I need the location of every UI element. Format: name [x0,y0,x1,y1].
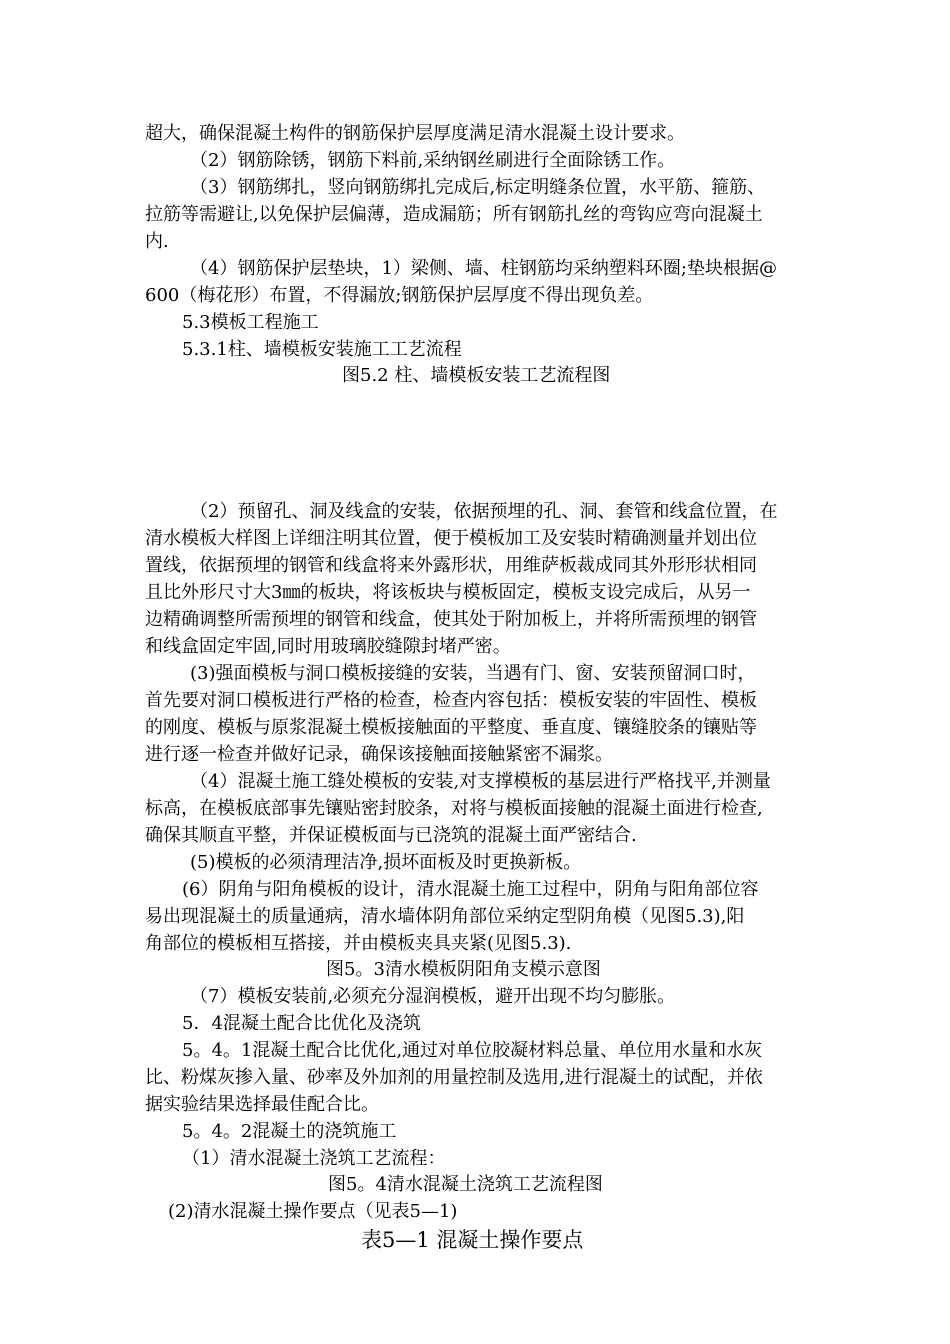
paragraph-line: (5)模板的必须清理洁净,损坏面板及时更换新板。 [190,852,582,873]
subsection-heading: 5。4。2混凝土的浇筑施工 [182,1121,397,1142]
paragraph-line: 据实验结果选择最佳配合比。 [145,1094,379,1115]
paragraph-line: （2）预留孔、洞及线盒的安装，依据预埋的孔、洞、套管和线盒位置，在 [190,501,778,522]
paragraph-line: 比、粉煤灰掺入量、砂率及外加剂的用量控制及选用,进行混凝土的试配，并依 [145,1067,763,1088]
paragraph-line: 拉筋等需避让,以免保护层偏薄，造成漏筋；所有钢筋扎丝的弯钩应弯向混凝土 [145,204,763,225]
figure-caption: 图5.2 柱、墙模板安装工艺流程图 [342,365,611,386]
paragraph-line: 首先要对洞口模板进行严格的检查，检查内容包括：模板安装的牢固性、模板 [145,690,757,711]
table-title: 表5—1 混凝土操作要点 [361,1228,584,1252]
paragraph-line: 角部位的模板相互搭接，并由模板夹具夹紧(见图5.3). [145,933,572,954]
paragraph-line: 易出现混凝土的质量通病，清水墙体阴角部位采纳定型阴角模（见图5.3),阳 [145,906,745,927]
paragraph-line: （4）混凝土施工缝处模板的安装,对支撑模板的基层进行严格找平,并测量 [190,771,771,792]
paragraph-line: (2)清水混凝土操作要点（见表5—1) [168,1201,458,1222]
paragraph-line: 和线盒固定牢固,同时用玻璃胶缝隙封堵严密。 [145,636,511,657]
figure-caption: 图5。4清水混凝土浇筑工艺流程图 [328,1174,603,1195]
paragraph-line: 进行逐一检查并做好记录，确保该接触面接触紧密不漏浆。 [145,744,613,765]
section-heading: 5.3模板工程施工 [182,312,319,333]
paragraph-line: 边精确调整所需预埋的钢管和线盒，使其处于附加板上，并将所需预埋的钢管 [145,609,757,630]
paragraph-line: （2）钢筋除锈，钢筋下料前,采纳钢丝刷进行全面除锈工作。 [190,150,676,171]
paragraph-line: （3）钢筋绑扎，竖向钢筋绑扎完成后,标定明缝条位置，水平筋、箍筋、 [190,177,766,198]
paragraph-line: 600（梅花形）布置，不得漏放;钢筋保护层厚度不得出现负差。 [145,285,654,306]
paragraph-line: 标高，在模板底部事先镶贴密封胶条，对将与模板面接触的混凝土面进行检查, [145,798,763,819]
paragraph-line: 的刚度、模板与原浆混凝土模板接触面的平整度、垂直度、镶缝胶条的镶贴等 [145,717,757,738]
paragraph-line: 超大，确保混凝土构件的钢筋保护层厚度满足清水混凝土设计要求。 [145,123,685,144]
paragraph-line: （4）钢筋保护层垫块，1）梁侧、墙、柱钢筋均采纳塑料环圈;垫块根据@ [190,258,777,279]
paragraph-line: 5。4。1混凝土配合比优化,通过对单位胶凝材料总量、单位用水量和水灰 [182,1040,763,1061]
subsection-heading: 5.3.1柱、墙模板安装施工工艺流程 [182,339,462,360]
paragraph-line: （1）清水混凝土浇筑工艺流程： [182,1148,446,1169]
paragraph-line: 确保其顺直平整，并保证模板面与已浇筑的混凝土面严密结合. [145,825,637,846]
section-heading: 5．4混凝土配合比优化及浇筑 [182,1013,421,1034]
paragraph-line: （7）模板安装前,必须充分湿润模板，避开出现不均匀膨胀。 [190,986,676,1007]
paragraph-line: 置线，依据预埋的钢管和线盒将来外露形状，用维萨板裁成同其外形形状相同 [145,555,757,576]
paragraph-line: 清水模板大样图上详细注明其位置，便于模板加工及安装时精确测量并划出位 [145,528,757,549]
paragraph-line: (6）阴角与阳角模板的设计，清水混凝土施工过程中，阴角与阳角部位容 [182,879,759,900]
figure-caption: 图5。3清水模板阴阳角支模示意图 [326,959,601,980]
paragraph-line: 且比外形尺寸大3㎜的板块，将该板块与模板固定，模板支设完成后，从另一 [145,582,751,603]
paragraph-line: 内. [145,231,169,252]
paragraph-line: (3)强面模板与洞口模板接缝的安装，当遇有门、窗、安装预留洞口时， [190,663,756,684]
